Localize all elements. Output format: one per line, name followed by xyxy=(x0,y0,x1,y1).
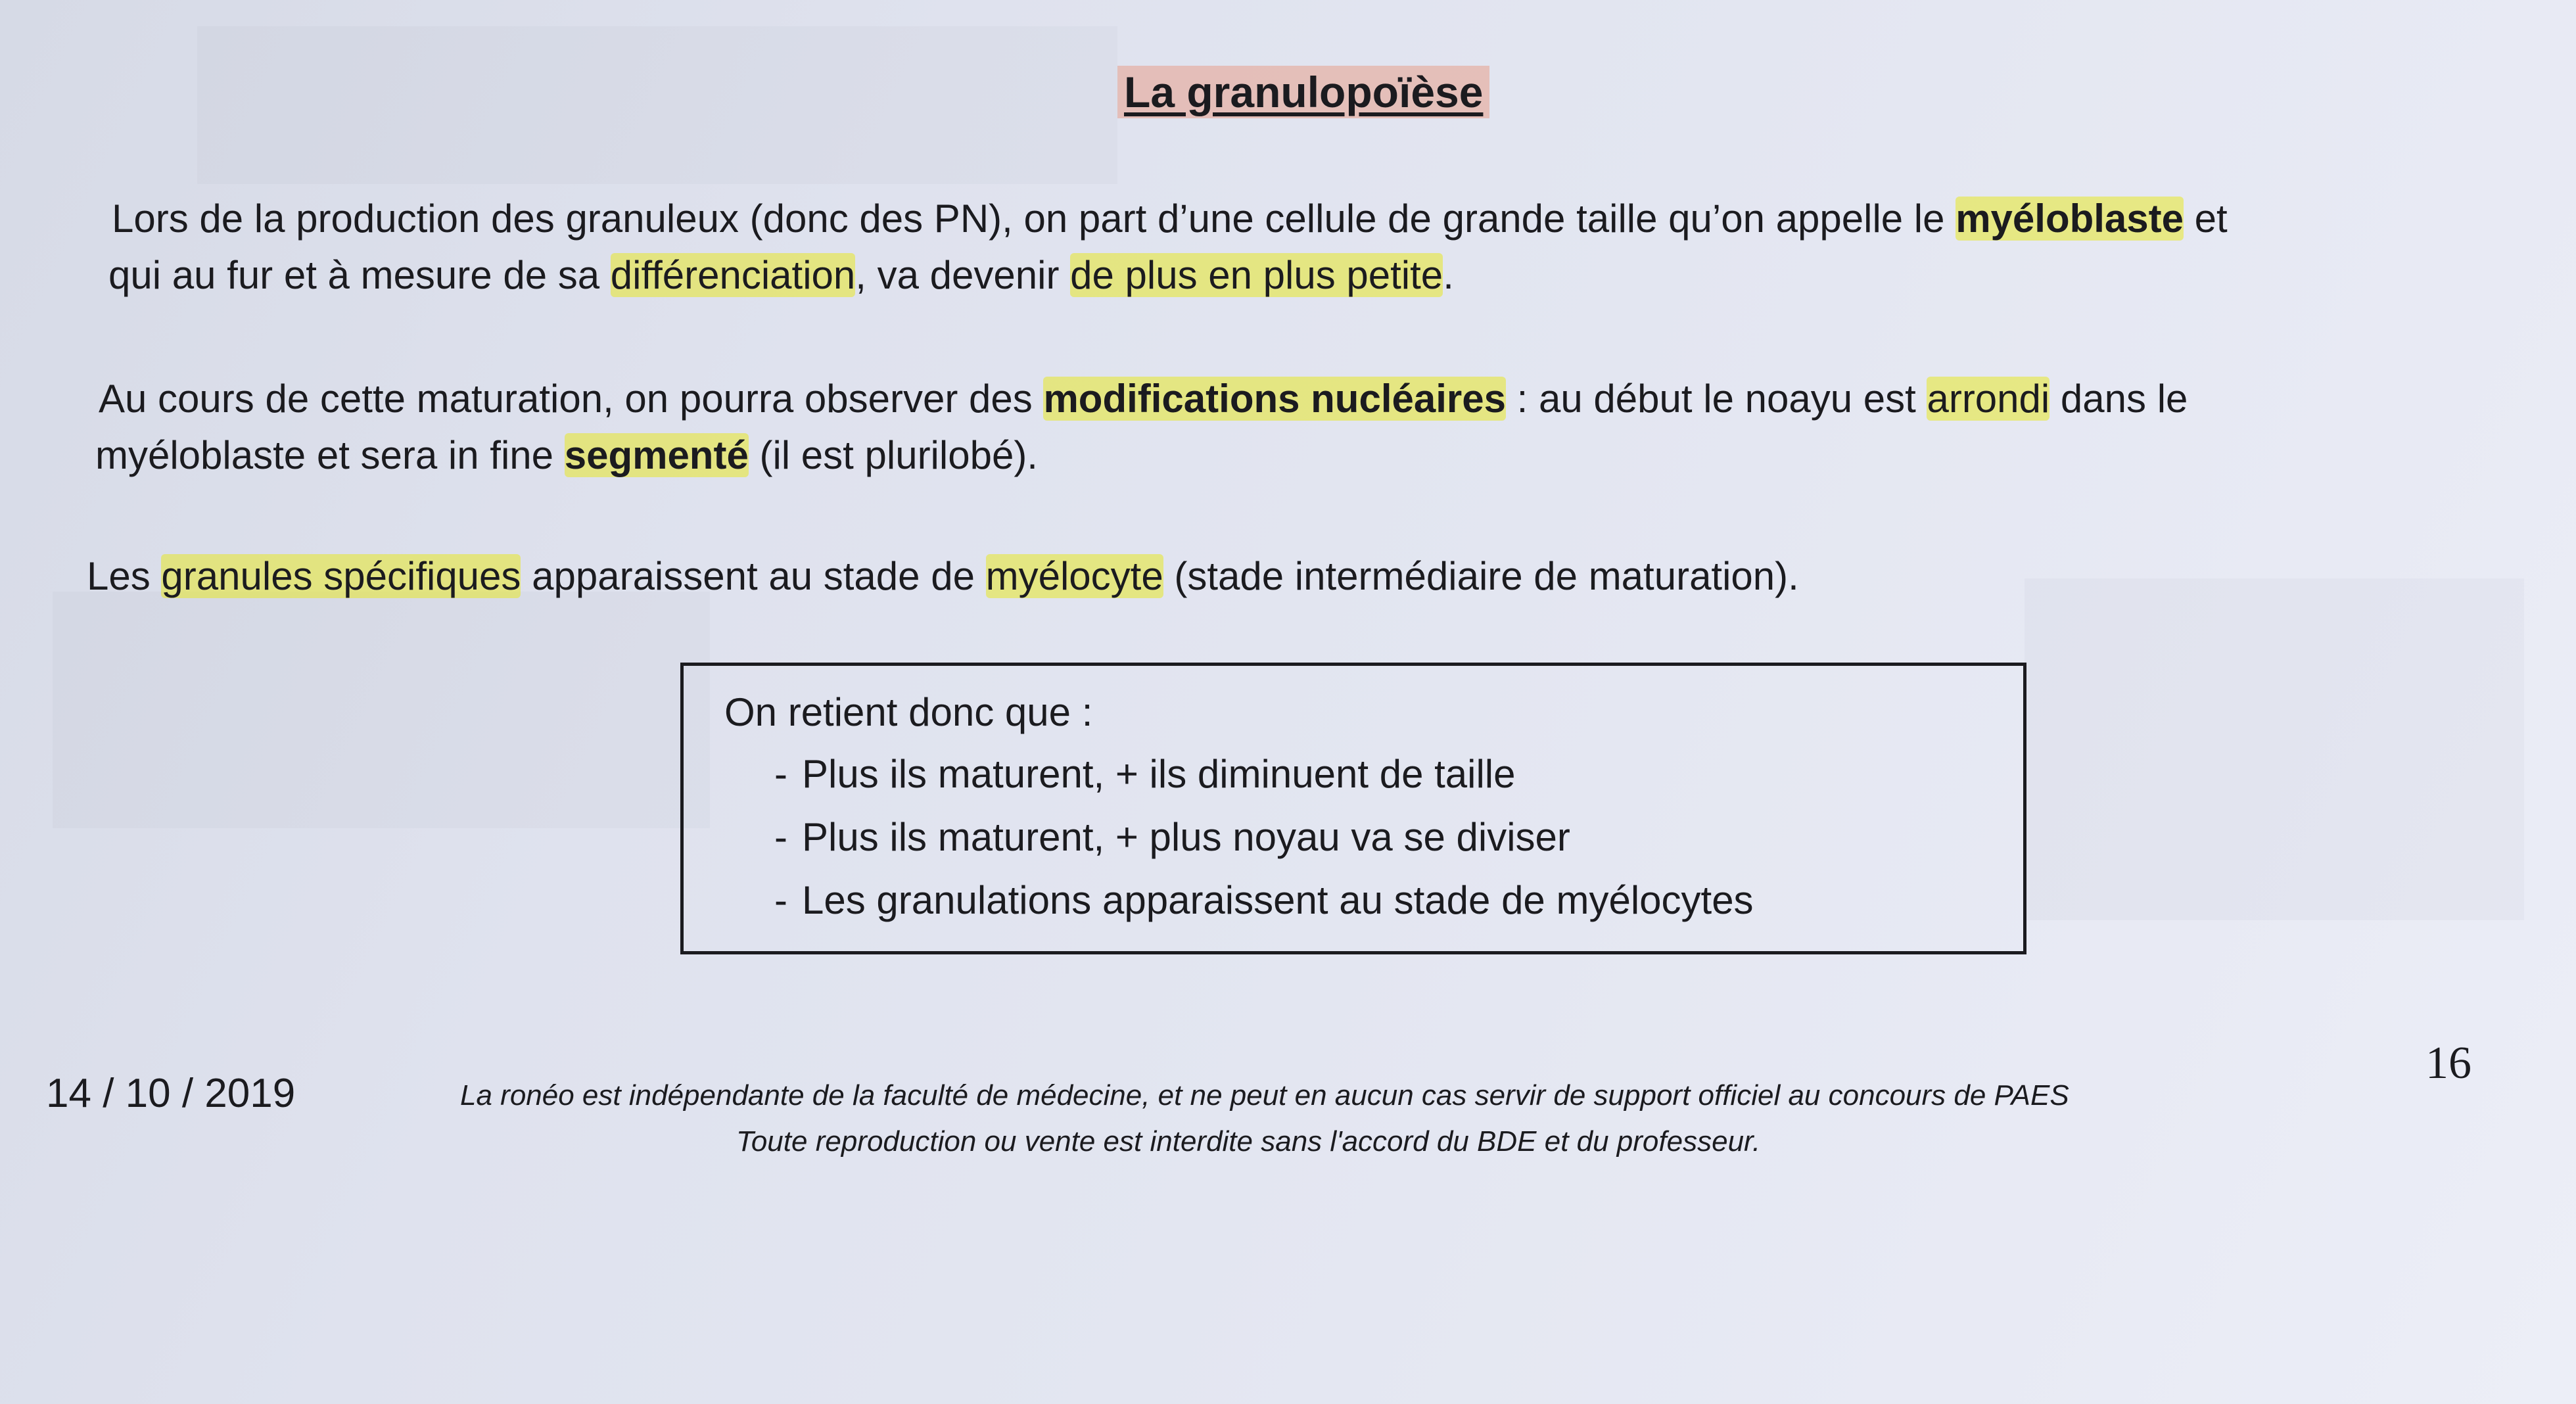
show-through-shadow xyxy=(53,592,710,828)
highlighted-term: myéloblaste xyxy=(1955,197,2184,241)
paragraph-2-line-1 xyxy=(99,371,2188,427)
summary-item xyxy=(774,751,1516,797)
highlighted-term: arrondi xyxy=(1927,377,2050,421)
paragraph-1-line-2 xyxy=(108,247,1454,304)
text-span: dans le xyxy=(2049,377,2188,421)
footer-date: 14 / 10 / 2019 xyxy=(46,1071,296,1116)
page-title: La granulopoïèse xyxy=(1117,66,1489,118)
text-span: apparaissent au stade de xyxy=(521,554,986,598)
bullet-dash: - xyxy=(774,878,787,922)
text-span: (stade intermédiaire de maturation). xyxy=(1163,554,1799,598)
summary-item-text: Les granulations apparaissent au stade de myélocytes xyxy=(802,878,1754,922)
show-through-shadow xyxy=(2025,578,2524,920)
highlighted-term: segmenté xyxy=(564,433,749,477)
text-span: Au cours de cette maturation, on pourra observer des xyxy=(99,377,1044,421)
bullet-dash: - xyxy=(774,815,787,859)
text-span: qui au fur et à mesure de sa xyxy=(108,253,611,297)
summary-item xyxy=(774,814,1570,860)
highlighted-term: modifications nucléaires xyxy=(1043,377,1506,421)
summary-item xyxy=(774,878,1754,923)
text-span: , va devenir xyxy=(855,253,1071,297)
text-span: (il est plurilobé). xyxy=(748,433,1038,477)
text-span: . xyxy=(1443,253,1454,297)
text-span: et xyxy=(2184,197,2228,241)
highlighted-term: granules spécifiques xyxy=(161,554,521,598)
text-span: Les xyxy=(87,554,162,598)
bullet-dash: - xyxy=(774,752,787,796)
show-through-shadow xyxy=(197,26,1117,184)
page-number: 16 xyxy=(2425,1038,2471,1088)
summary-item-text: Plus ils maturent, + plus noyau va se diviser xyxy=(802,815,1570,859)
footer-disclaimer-line-1: La ronéo est indépendante de la faculté de médecine, et ne peut en aucun cas servir de support officiel au concours de PAES xyxy=(460,1079,2069,1112)
text-span: : au début le noayu est xyxy=(1506,377,1927,421)
highlighted-term: myélocyte xyxy=(985,554,1163,598)
summary-item-text: Plus ils maturent, + ils diminuent de taille xyxy=(802,752,1516,796)
text-span: myéloblaste et sera in fine xyxy=(95,433,565,477)
summary-box xyxy=(680,663,2026,954)
highlighted-term: différenciation xyxy=(610,253,856,297)
text-span: Lors de la production des granuleux (donc des PN), on part d’une cellule de grande taille qu’on appelle le xyxy=(112,197,1956,241)
footer-disclaimer-line-2: Toute reproduction ou vente est interdite sans l'accord du BDE et du professeur. xyxy=(736,1125,1761,1158)
summary-intro: On retient donc que : xyxy=(724,690,1093,734)
paragraph-1-line-1 xyxy=(112,191,2228,247)
paragraph-2-line-2 xyxy=(95,427,1038,484)
highlighted-term: de plus en plus petite xyxy=(1070,253,1443,297)
paragraph-3 xyxy=(87,548,1799,605)
